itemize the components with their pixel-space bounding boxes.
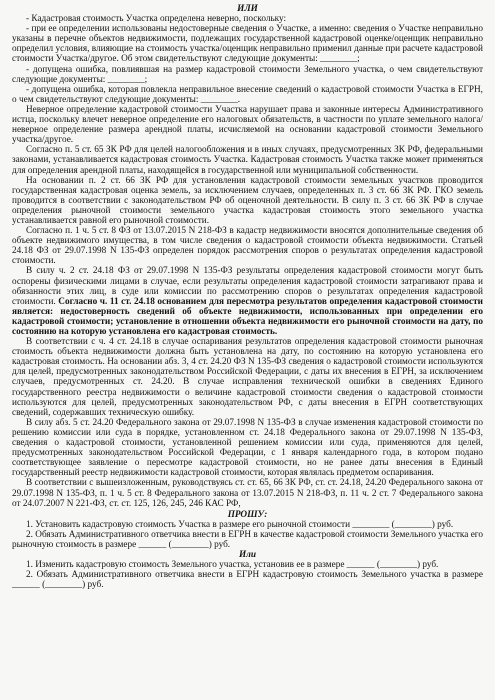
ili-heading-bottom: Или <box>238 550 257 561</box>
paragraph-9-plain: В силу ч. 2 ст. 24.18 ФЗ от 29.07.1998 N 135-ФЗ результаты определения кадастровой стоимости могут быть оспорены физическими лицами в случае, если результаты определения кадастровой стоимости затрагивают права и обязанности этих лиц, в суде или комиссии по рассмотрению споров о результатах определения кадастровой стоимости. <box>12 266 483 307</box>
request-2: 2. Обязать Административного ответчика внести в ЕГРН в качестве кадастровой стоимости Земельного участка его рыночную стоимость в размере ______ (________) руб. <box>12 529 483 550</box>
request-1: 1. Установить кадастровую стоимость Участка в размере его рыночной стоимости ________ (________) руб. <box>26 519 454 530</box>
paragraph-7: На основании п. 2 ст. 66 ЗК РФ для установления кадастровой стоимости земельных участков проводится государственная кадастровая оценка земель, за исключением случаев, определенных п. 3 ст. 66 ЗК РФ. ГКО земель проводится в соответствии с законодательством РФ об оценочной деятельности. В силу п. 3 ст. 66 ЗК РФ в случае определения рыночной стоимости земельного участка кадастровая стоимость этого земельного участка устанавливается равной его рыночной стоимости. <box>12 175 483 226</box>
prosu-heading: ПРОШУ: <box>227 509 268 520</box>
paragraph-12: В соответствии с вышеизложенным, руководствуясь ст. ст. 65, 66 ЗК РФ, ст. ст. 24.18, 24.20 Федерального закона от 29.07.1998 N 135-ФЗ, п. 1 ч. 5 ст. 8 Федерального закона от 13.07.2015 N 218-ФЗ, п. 11 ч. 2 ст. 7 Федерального закона от 24.07.2007 N 221-ФЗ, ст. ст. 125, 126, 245, 246 КАС РФ, <box>12 478 483 509</box>
paragraph-1: - Кадастровая стоимость Участка определена неверно, поскольку: <box>26 14 287 25</box>
paragraph-9-bold: Согласно ч. 11 ст. 24.18 основанием для пересмотра результатов определения кадастровой стоимости является: недостоверность сведений об объекте недвижимости, использованных при определении его кадастровой стоимости; установление в отношении объекта недвижимости его рыночной стоимости на дату, по состоянию на которую установлена его кадастровая стоимость. <box>12 296 483 337</box>
request-3: 1. Изменить кадастровую стоимость Земельного участка, установив ее в размере ______ (________) руб. <box>26 560 439 571</box>
request-4: 2. Обязать Административного ответчика внести в ЕГРН кадастровую стоимость Земельного участка в размере ______ (________) руб. <box>12 570 483 591</box>
paragraph-9 <box>12 266 483 337</box>
paragraph-10: В соответствии с ч. 4 ст. 24.18 в случае оспаривания результатов определения кадастровой стоимости рыночная стоимость объекта недвижимости должна быть установлена на дату, по состоянию на которую установлена его кадастровая стоимость. На основании абз. 3, 4 ст. 24.20 ФЗ N 135-ФЗ сведения о кадастровой стоимости используются для целей, предусмотренных законодательством Российской Федерации, с даты их внесения в ЕГРН, за исключением случаев, предусмотренных ст. 24.20. В случае исправления технической ошибки в сведениях Единого государственного реестра недвижимости о величине кадастровой стоимости сведения о кадастровой стоимости используются для целей, предусмотренных законодательством РФ, с даты внесения в ЕГРН соответствующих сведений, содержавших техническую ошибку. <box>12 337 483 418</box>
paragraph-3: - допущена ошибка, повлиявшая на размер кадастровой стоимости Земельного участка, о чем свидетельствуют следующие документы: ________; <box>12 64 483 85</box>
paragraph-2: - при ее определении использованы недостоверные сведения о Участке, а именно: сведения о Участке неправильно указаны в перечне объектов недвижимости, подлежащих государственной кадастровой оценке/оценщик неправильно определил условия, влияющие на стоимость участка/оценщик неправильно применил данные при расчете кадастровой стоимости Участка/другое. Об этом свидетельствуют следующие документы: ________; <box>12 24 483 65</box>
paragraph-6: Согласно п. 5 ст. 65 ЗК РФ для целей налогообложения и в иных случаях, предусмотренных ЗК РФ, федеральными законами, устанавливается кадастровая стоимость Участка. Кадастровая стоимость Участка также может применяться для определения арендной платы, находящейся в государственной или муниципальной собственности. <box>12 145 483 176</box>
paragraph-8: Согласно п. 1 ч. 5 ст. 8 ФЗ от 13.07.2015 N 218-ФЗ в кадастр недвижимости вносятся дополнительные сведения об объекте недвижимого имущества, в том числе сведения о кадастровой стоимости объекта недвижимости. Статьей 24.18 ФЗ от 29.07.1998 N 135-ФЗ определен порядок рассмотрения споров о результатах определения кадастровой стоимости. <box>12 226 483 267</box>
paragraph-11: В силу абз. 5 ст. 24.20 Федерального закона от 29.07.1998 N 135-ФЗ в случае изменения кадастровой стоимости по решению комиссии или суда в порядке, установленном ст. 24.18 Федерального закона от 29.07.1998 N 135-ФЗ, сведения о кадастровой стоимости, установленной решением комиссии или суда, применяются для целей, предусмотренных законодательством Российской Федерации, с 1 января календарного года, в котором подано соответствующее заявление о пересмотре кадастровой стоимости, но не ранее даты внесения в Единый государственный реестр недвижимости кадастровой стоимости, которая являлась предметом оспаривания. <box>12 417 483 479</box>
paragraph-4: - допущена ошибка, которая повлекла неправильное внесение сведений о кадастровой стоимости Участка в ЕГРН, о чем свидетельствуют следующие документы: ________. <box>12 84 483 105</box>
paragraph-5: Неверное определение кадастровой стоимости Участка нарушает права и законные интересы Административного истца, поскольку влечет неверное определение его налоговых обязательств, в частности по уплате земельного налога/неверное определение размера арендной платы, исчисляемой на основании кадастровой стоимости Земельного участка/другое. <box>12 104 483 146</box>
ili-heading-top: ИЛИ <box>237 4 258 14</box>
